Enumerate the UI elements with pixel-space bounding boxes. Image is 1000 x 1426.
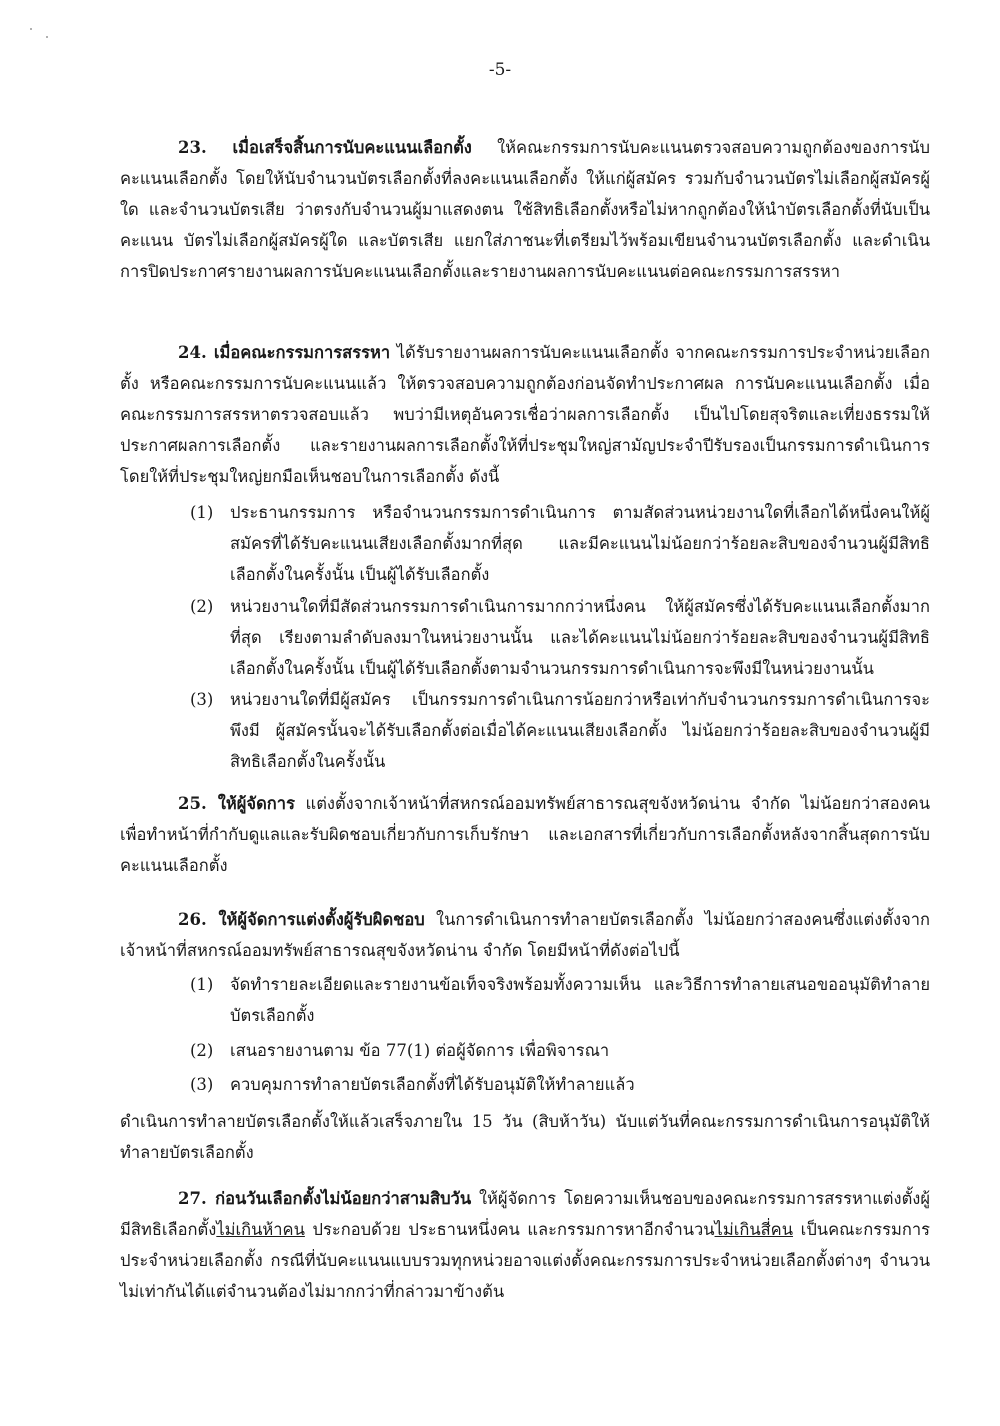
section-27-body-b: ประกอบด้วย ประธานหนึ่งคน และกรรมการหาอีกจำนวน [304,1220,715,1239]
item-marker: (3) [190,1075,214,1094]
section-23-title: 23. เมื่อเสร็จสิ้นการนับคะแนนเลือกตั้ง [178,138,472,157]
item-marker: (2) [190,1041,214,1060]
section-27-underline-b: ไม่เกินสี่คน [714,1220,794,1239]
item-text: หน่วยงานใดที่มีผู้สมัคร เป็นกรรมการดำเนินการน้อยกว่าหรือเท่ากับจำนวนกรรมการดำเนินการจะพึงมี ผู้สมัครนั้นจะได้รับเลือกตั้งต่อเมื่อได้คะแนนเสียงเลือกตั้ง ไม่น้อยกว่าร้อยละสิบของจำนวนผู้มีสิทธิเลือกตั้งในครั้งนั้น [230,690,930,771]
section-26-closing: ดำเนินการทำลายบัตรเลือกตั้งให้แล้วเสร็จภายใน 15 วัน (สิบห้าวัน) นับแต่วันที่คณะกรรมการดำเนินการอนุมัติให้ทำลายบัตรเลือกตั้ง [120,1112,930,1162]
scan-speck [30,28,32,30]
section-24-title: 24. เมื่อคณะกรรมการสรรหา [178,343,391,362]
section-27-body-a: ให้ผู้จัดการ โดยความเห็นชอบของคณะกรรมการสรรหาแต่งตั้งผู้มีสิทธิเลือกตั้ง [120,1189,931,1239]
section-26-body: ในการดำเนินการทำลายบัตรเลือกตั้ง ไม่น้อยกว่าสองคนซึ่งแต่งตั้งจากเจ้าหน้าที่สหกรณ์ออมทรัพย์สาธารณสุขจังหวัดน่าน จำกัด โดยมีหน้าที่ดังต่อไปนี้ [120,910,930,960]
section-26-item-2 [190,1035,930,1066]
section-23 [120,132,930,287]
section-25-body: แต่งตั้งจากเจ้าหน้าที่สหกรณ์ออมทรัพย์สาธารณสุขจังหวัดน่าน จำกัด ไม่น้อยกว่าสองคน เพื่อทำหน้าที่กำกับดูแลและรับผิดชอบเกี่ยวกับการเก็บรักษา และเอกสารที่เกี่ยวกับการเลือกตั้งหลังจากสิ้นสุดการนับคะแนนเลือกตั้ง [120,794,930,875]
item-text: ควบคุมการทำลายบัตรเลือกตั้งที่ได้รับอนุมัติให้ทำลายแล้ว [230,1075,635,1094]
item-text: ประธานกรรมการ หรือจำนวนกรรมการดำเนินการ ตามสัดส่วนหน่วยงานใดที่เลือกได้หนึ่งคนให้ผู้สมัครที่ได้รับคะแนนเสียงเลือกตั้งมากที่สุด และมีคะแนนไม่น้อยกว่าร้อยละสิบของจำนวนผู้มีสิทธิเลือกตั้งในครั้งนั้น เป็นผู้ได้รับเลือกตั้ง [230,503,930,584]
item-text: หน่วยงานใดที่มีสัดส่วนกรรมการดำเนินการมากกว่าหนึ่งคน ให้ผู้สมัครซึ่งได้รับคะแนนเลือกตั้งมากที่สุด เรียงตามลำดับลงมาในหน่วยงานนั้น และได้คะแนนไม่น้อยกว่าร้อยละสิบของจำนวนผู้มีสิทธิเลือกตั้งในครั้งนั้น เป็นผู้ได้รับเลือกตั้งตามจำนวนกรรมการดำเนินการจะพึงมีในหน่วยงานนั้น [230,597,930,678]
section-24-item-1 [190,497,930,590]
section-24-item-3 [190,684,930,777]
section-26-title: 26. ให้ผู้จัดการแต่งตั้งผู้รับผิดชอบ [178,910,425,929]
section-23-body: ให้คณะกรรมการนับคะแนนตรวจสอบความถูกต้องของการนับคะแนนเลือกตั้ง โดยให้นับจำนวนบัตรเลือกตั้งที่ลงคะแนนเลือกตั้ง ให้แก่ผู้สมัคร รวมกับจำนวนบัตรไม่เลือกผู้สมัครผู้ใด และจำนวนบัตรเสีย ว่าตรงกับจำนวนผู้มาแสดงตน ใช้สิทธิเลือกตั้งหรือไม่หากถูกต้องให้นำบัตรเลือกตั้งที่นับเป็นคะแนน บัตรไม่เลือกผู้สมัครผู้ใด และบัตรเสีย แยกใส่ภาชนะที่เตรียมไว้พร้อมเขียนจำนวนบัตรเลือกตั้ง และดำเนินการปิดประกาศรายงานผลการนับคะแนนเลือกตั้งและรายงานผลการนับคะแนนต่อคณะกรรมการสรรหา [120,138,930,281]
item-text: เสนอรายงานตาม ข้อ 77(1) ต่อผู้จัดการ เพื่อพิจารณา [230,1041,610,1060]
section-24-item-2 [190,591,930,684]
section-25-title: 25. ให้ผู้จัดการ [178,794,295,813]
page-number: -5- [488,60,512,80]
section-27 [120,1183,930,1307]
item-marker: (1) [190,975,214,994]
section-24 [120,337,930,492]
section-27-body-c: เป็นคณะกรรมการประจำหน่วยเลือกตั้ง กรณีที่นับคะแนนแบบรวมทุกหน่วยอาจแต่งตั้งคณะกรรมการประจำหน่วยเลือกตั้งต่างๆ จำนวนไม่เท่ากันได้แต่จำนวนต้องไม่มากกว่าที่กล่าวมาข้างต้น [120,1220,930,1301]
section-26-item-1 [190,969,930,1031]
section-27-title: 27. ก่อนวันเลือกตั้งไม่น้อยกว่าสามสิบวัน [178,1189,472,1208]
section-24-body: ได้รับรายงานผลการนับคะแนนเลือกตั้ง จากคณะกรรมการประจำหน่วยเลือกตั้ง หรือคณะกรรมการนับคะแนนแล้ว ให้ตรวจสอบความถูกต้องก่อนจัดทำประกาศผล การนับคะแนนเลือกตั้ง เมื่อคณะกรรมการสรรหาตรวจสอบแล้ว พบว่ามีเหตุอันควรเชื่อว่าผลการเลือกตั้ง เป็นไปโดยสุจริตและเที่ยงธรรมให้ประกาศผลการเลือกตั้ง และรายงานผลการเลือกตั้งให้ที่ประชุมใหญ่สามัญประจำปีรับรองเป็นกรรมการดำเนินการ โดยให้ที่ประชุมใหญ่ยกมือเห็นชอบในการเลือกตั้ง ดังนี้ [120,343,930,486]
item-marker: (2) [190,597,214,616]
item-text: จัดทำรายละเอียดและรายงานข้อเท็จจริงพร้อมทั้งความเห็น และวิธีการทำลายเสนอขออนุมัติทำลายบัตรเลือกตั้ง [230,975,930,1025]
item-marker: (1) [190,503,214,522]
section-26 [120,904,930,966]
section-26-item-3 [190,1069,930,1100]
item-marker: (3) [190,690,214,709]
section-27-underline-a: ไม่เกินห้าคน [216,1220,305,1239]
scan-speck [46,36,48,38]
section-25 [120,788,930,881]
